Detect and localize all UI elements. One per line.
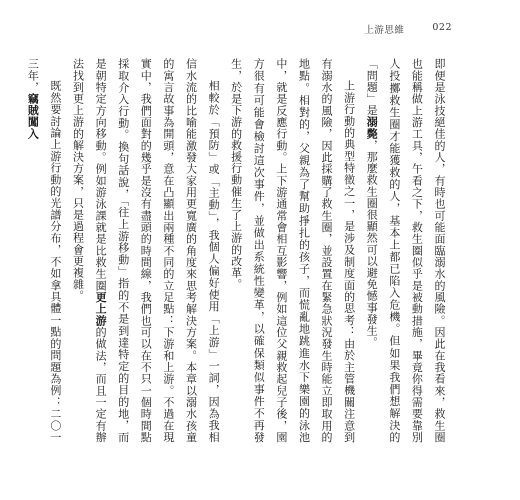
paragraph-1-bold-term: 溺斃 [365, 116, 379, 140]
paragraph-3 [66, 58, 224, 443]
paragraph-3-segment-1: 相較於「預防」或「主動」，我個人偏好使用「上游」一詞，因為我相信水流的比喻能激發大家用更寬廣的角度來思考解決方案。本章以溺水孩童的寓言故事為開頭，意在凸顯出兩種不同的立足點：下游和上游。不過在現實中，我們面對的幾乎是沒有盡頭的時間線，我們也可以在不只一個時間點採取介入行動。換句話說，「往上游移動」指的不是到達特定的目的地，而是朝特定方向移動。例如游泳課就是比救生圈 [94, 58, 221, 443]
paragraph-3-segment-3: 的做法，而且一定有辦法找到更上游的解決方案，只是過程會更複雜。 [71, 58, 108, 444]
paragraph-1-segment-1: 即便是泳技絕佳的人，有時也可能面臨溺水的風險。因此在我看來，救生圈也能稱做上游工具，午看之下，救生圈似乎是被動措施，畢竟你得需要靠別人投擲救生圈才能獲救的人，基本上都已陷入危機。但如果我們想解決的「問題」是 [365, 58, 446, 443]
paragraph-4-segment-1: 既然要討論上游行動的光譜分布，不如拿具體一點的問題為例：二〇一三年， [26, 58, 62, 443]
paragraph-2-segment-1: 上游行動的典型特徵之一，是涉及制度面的思考：由於主管機關注意到有溺水的風險，因此採購了救生圈，並設置在緊急狀況發生時能立即取用的地點。相對的，父親為了幫助掙扎的孩子，而慌亂地跳進水下樂園的泳池中，就是反應行動。上下游通常會相互影響，例如這位父親救起兒子後，園方很有可能會檢討這次事件，並做出系統性變革，以確保類似事件不再發生，於是下游的救援行動催生了上游的改革。 [229, 58, 356, 443]
header-spacer [414, 22, 422, 36]
paragraph-4-bold-term: 竊賊闖入 [26, 92, 40, 140]
vertical-body-text [21, 58, 450, 443]
paragraph-1-segment-3: ，那麼救生圈很顯然可以避免憾事發生。 [365, 139, 379, 349]
paragraph-4 [21, 58, 66, 443]
paragraph-2 [224, 58, 360, 443]
page-number: 022 [432, 22, 452, 33]
running-title: 上游思維 [364, 25, 405, 36]
running-header [364, 22, 452, 36]
paragraph-1 [360, 58, 450, 443]
paragraph-3-bold-term: 更上游 [94, 291, 108, 327]
